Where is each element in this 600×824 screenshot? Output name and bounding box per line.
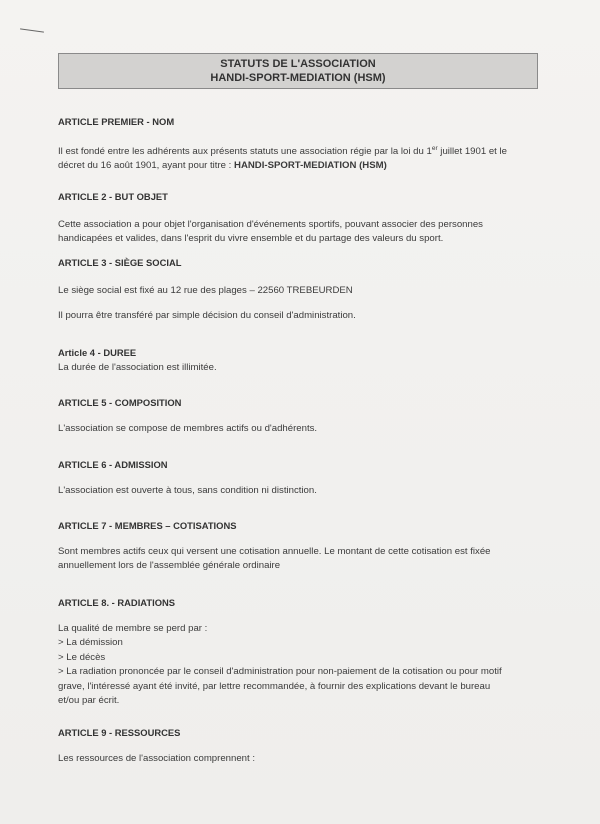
article-4-heading: Article 4 - DUREE <box>58 347 137 358</box>
article-2-heading: ARTICLE 2 - BUT OBJET <box>58 191 168 202</box>
article-4 <box>58 346 538 375</box>
article-8-item-3-line2: grave, l'intéressé ayant été invité, par lettre recommandée, à fournir des explications devant le bureau <box>58 680 491 692</box>
article-8-item-3-line3: et/ou par écrit. <box>58 695 120 706</box>
article-1-text-line2-prefix: décret du 16 août 1901, ayant pour titre : <box>58 160 235 172</box>
article-1-text <box>58 142 538 174</box>
article-5 <box>58 396 538 436</box>
article-9-text: Les ressources de l'association comprennent : <box>58 752 256 764</box>
article-8-intro: La qualité de membre se perd par : <box>58 622 208 634</box>
article-1-association-name: HANDI-SPORT-MEDIATION (HSM) <box>234 160 387 172</box>
article-6-text: L'association est ouverte à tous, sans condition ni distinction. <box>58 484 317 496</box>
article-2-text-line1: Cette association a pour objet l'organisation d'événements sportifs, pouvant associer des personnes <box>58 218 483 230</box>
article-8-item-3-line1: > La radiation prononcée par le conseil d'administration pour non-paiement de la cotisation ou pour motif <box>58 666 502 677</box>
article-3-text-2: Il pourra être transféré par simple décision du conseil d'administration. <box>58 310 356 321</box>
article-1-text-line1-prefix: Il est fondé entre les adhérents aux présents statuts une association régie par la loi du 1 <box>58 145 432 157</box>
article-2-text <box>58 218 538 247</box>
article-7 <box>58 519 538 574</box>
article-4-text: La durée de l'association est illimitée. <box>58 361 217 373</box>
article-7-heading: ARTICLE 7 - MEMBRES – COTISATIONS <box>58 520 237 531</box>
article-6-heading: ARTICLE 6 - ADMISSION <box>58 459 168 470</box>
pen-mark <box>20 28 44 32</box>
article-1-text-line1-suffix: juillet 1901 et le <box>437 145 507 157</box>
article-8 <box>58 596 538 709</box>
article-3 <box>58 256 538 324</box>
article-5-heading: ARTICLE 5 - COMPOSITION <box>58 397 182 408</box>
article-6 <box>58 458 538 498</box>
article-8-heading: ARTICLE 8. - RADIATIONS <box>58 597 176 608</box>
article-5-text: L'association se compose de membres actifs ou d'adhérents. <box>58 422 318 434</box>
article-1-sup: er <box>431 144 438 152</box>
article-8-item-1: > La démission <box>58 637 123 648</box>
document-title-box <box>58 53 538 89</box>
article-7-text <box>58 545 538 574</box>
article-2-text-line2: handicapées et valides, dans l'esprit du vivre ensemble et du partage des valeurs du sport. <box>58 233 444 244</box>
article-3-heading: ARTICLE 3 - SIÈGE SOCIAL <box>58 257 182 268</box>
article-3-text-1: Le siège social est fixé au 12 rue des plages – 22560 TREBEURDEN <box>58 284 353 296</box>
article-9-heading: ARTICLE 9 - RESSOURCES <box>58 727 181 738</box>
article-1 <box>58 115 538 174</box>
article-1-heading: ARTICLE PREMIER - NOM <box>58 116 175 127</box>
title-line-2: HANDI-SPORT-MEDIATION (HSM) <box>210 72 386 84</box>
article-7-text-line2: annuellement lors de l'assemblée générale ordinaire <box>58 560 281 571</box>
article-2 <box>58 190 538 247</box>
title-line-1: STATUTS DE L'ASSOCIATION <box>220 58 376 70</box>
article-8-item-2: > Le décès <box>58 651 106 663</box>
article-9 <box>58 726 538 766</box>
article-7-text-line1: Sont membres actifs ceux qui versent une cotisation annuelle. Le montant de cette cotisation est fixée <box>58 545 491 557</box>
